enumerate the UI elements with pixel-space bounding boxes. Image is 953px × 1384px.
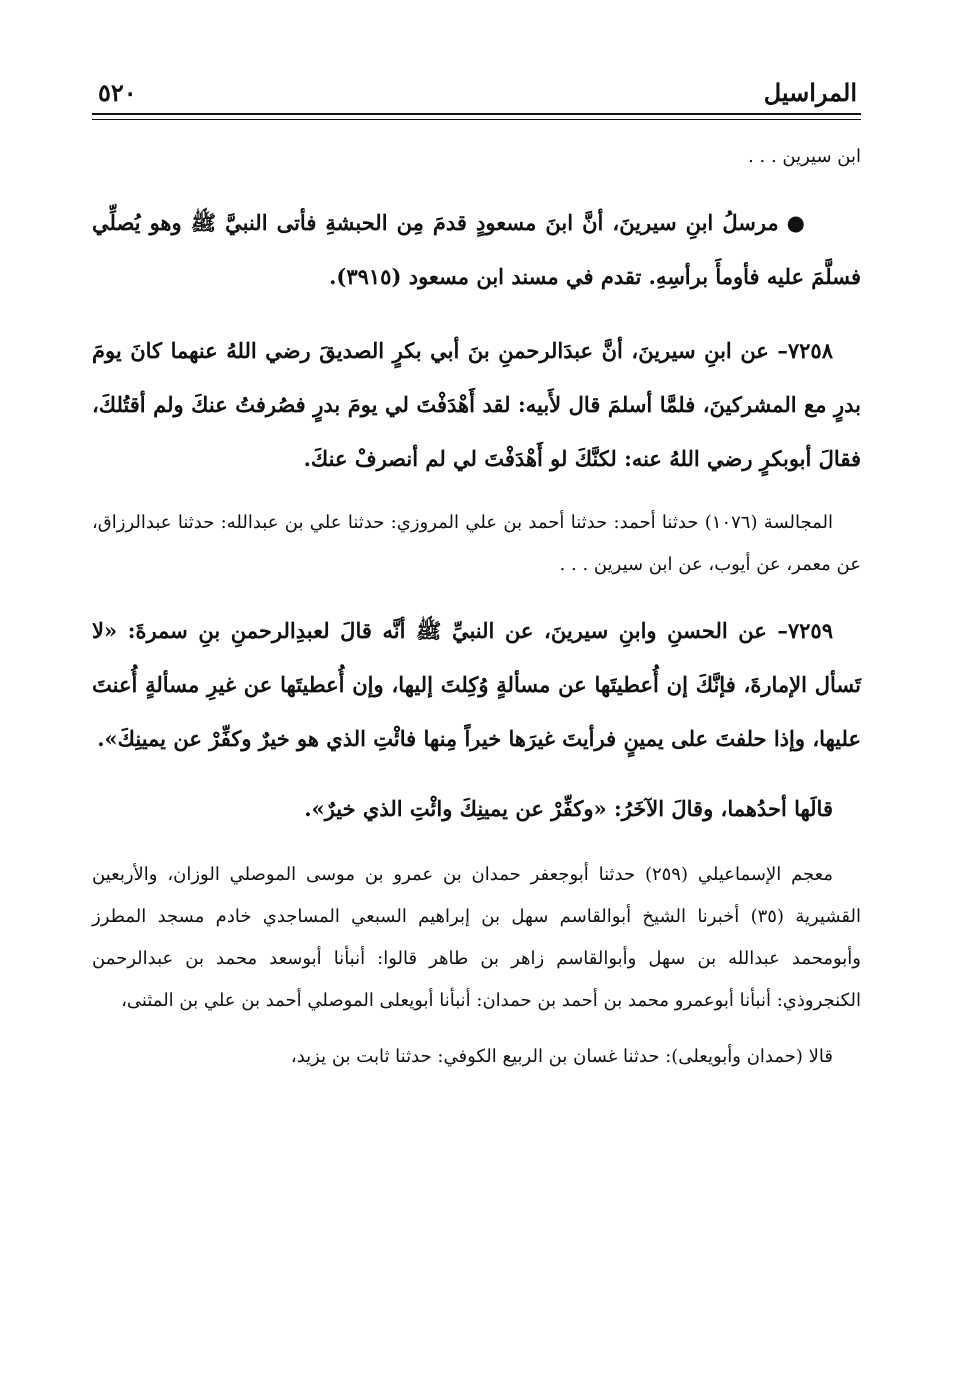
mursal-note-text: مرسلُ ابنِ سيرينَ، أنَّ ابنَ مسعودٍ قدمَ مِن الحبشةِ فأتى النبيَّ ﷺ وهو يُصلِّي فسلَّمَ عليه فأومأَ برأسِهِ. تقدم في مسند ابن مسعود (٣٩١٥). bbox=[92, 210, 861, 289]
bullet-icon: ● bbox=[786, 210, 805, 235]
variant-note: قالَها أحدُهما، وقالَ الآخَرُ: «وكفِّرْ عن يمينِكَ وائْتِ الذي خيرٌ». bbox=[304, 796, 833, 821]
hadith-7258: ٧٢٥٨– عن ابنِ سيرينَ، أنَّ عبدَالرحمنِ بنَ أبي بكرٍ الصديقَ رضي اللهُ عنهما كانَ يومَ بدرٍ مع المشركينَ، فلمَّا أسلمَ قال لأَبيه: لقد أَهْدَفْتَ لي يومَ بدرٍ فصُرفتُ عنكَ ولم أقتُلكَ، فقالَ أبوبكرٍ رضي اللهُ عنه: لكنَّكَ لو أَهْدَفْتَ لي لم أنصرفْ عنكَ. bbox=[92, 338, 861, 471]
page-header bbox=[92, 74, 861, 114]
hadith-7259: ٧٢٥٩– عن الحسنِ وابنِ سيرينَ، عن النبيِّ ﷺ أنَّه قالَ لعبدِالرحمنِ بنِ سمرةَ: «لا تَسأل الإمارةَ، فإنَّكَ إن أُعطيتَها عن مسألةٍ وُكِلتَ إليها، وإن أُعطيتَها عن غيرِ مسألةٍ أُعنتَ عليها، وإذا حلفتَ على يمينٍ فرأيتَ غيرَها خيراً مِنها فائْتِ الذي هو خيرٌ وكفِّرْ عن يمينِكَ». bbox=[92, 618, 861, 751]
header-rule-thick bbox=[92, 113, 861, 115]
source-continuation: ابن سيرين . . . bbox=[748, 146, 861, 167]
source-7258: المجالسة (١٠٧٦) حدثنا أحمد: حدثنا أحمد بن علي المروزي: حدثنا علي بن عبدالله: حدثنا عبدالرزاق، عن معمر، عن أيوب، عن ابن سيرين . . . bbox=[92, 512, 861, 575]
running-title: المراسيل bbox=[763, 78, 857, 107]
page-body bbox=[92, 130, 861, 1078]
page-number: ٥٢٠ bbox=[98, 78, 137, 107]
source-continuation-2: قالا (حمدان وأبويعلى): حدثنا غسان بن الربيع الكوفي: حدثنا ثابت بن يزيد، bbox=[290, 1046, 833, 1067]
header-rule-thin bbox=[92, 119, 861, 120]
mursal-note bbox=[92, 196, 861, 304]
source-7259: معجم الإسماعيلي (٢٥٩) حدثنا أبوجعفر حمدان بن عمرو بن موسى الموصلي الوزان، والأربعين القشيرية (٣٥) أخبرنا الشيخ أبوالقاسم سهل بن إبراهيم السبعي المساجدي خادم مسجد المطرز وأبومحمد عبدالله بن سهل وأبوالقاسم زاهر بن طاهر قالوا: أنبأنا أبوسعد محمد بن عبدالرحمن الكنجروذي: أنبأنا أبوعمرو محمد بن أحمد بن حمدان: أنبأنا أبويعلى الموصلي أحمد بن علي بن المثنى، bbox=[92, 864, 861, 1011]
